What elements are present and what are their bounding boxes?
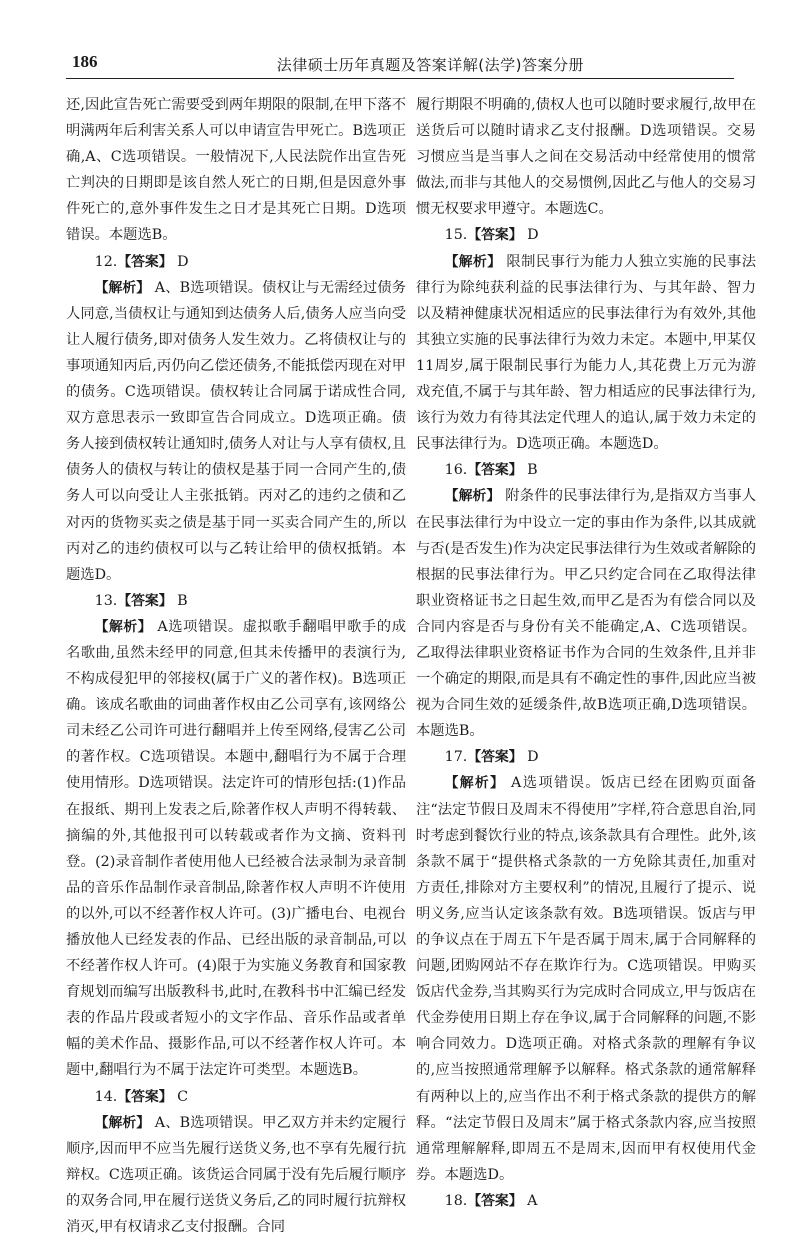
answer-17-line — [416, 744, 756, 770]
running-title: 法律硕士历年真题及答案详解(法学)答案分册 — [276, 56, 584, 74]
analysis-label: 【解析】 — [444, 488, 501, 505]
paragraph-continued: 还,因此宣告死亡需要受到两年期限的限制,在甲下落不明满两年后利害关系人可以申请宣告甲死亡。B选项正确,A、C选项错误。一般情况下,人民法院作出宣告死亡判决的日期即是该自然人死亡的日期,但是因意外事件死亡的,意外事件发生之日才是其死亡日期。D选项错误。本题选B。 — [66, 97, 406, 244]
answer-value: D — [522, 227, 539, 244]
answer-value: B — [522, 462, 538, 479]
answer-value: C — [172, 1088, 189, 1105]
question-number: 12. — [94, 253, 118, 270]
question-number: 13. — [94, 592, 118, 609]
analysis-text: A选项错误。虚拟歌手翻唱甲歌手的成名歌曲,虽然未经甲的同意,但其未传播甲的表演行为,不构成侵犯甲的邻接权(属于广义的著作权)。B选项正确。该成名歌曲的词曲著作权由乙公司享有,该网络公司未经乙公司许可进行翻唱并上传至网络,侵害乙公司的著作权。C选项错误。本题中,翻唱行为不属于合理使用情形。D选项错误。法定许可的情形包括:(1)作品在报纸、期刊上发表之后,除著作权人声明不得转载、摘编的外,其他报刊可以转载或者作为文摘、资料刊登。(2)录音制作者使用他人已经被合法录制为录音制品的音乐作品制作录音制品,除著作权人声明不许使用的以外,可以不经著作权人许可。(3)广播电台、电视台播放他人已经发表的作品、已经出版的录音制品,可以不经著作权人许可。(4)限于为实施义务教育和国家教育规划而编写出版教科书,此时,在教科书中汇编已经发表的作品片段或者短小的文字作品、音乐作品或者单幅的美术作品、摄影作品,可以不经著作权人许可。本题中,翻唱行为不属于法定许可类型。本题选B。 — [66, 618, 407, 1079]
analysis-text: 附条件的民事法律行为,是指双方当事人在民事法律行为中设立一定的事由作为条件,以其成就与否(是否发生)作为决定民事法律行为生效或者解除的根据的民事法律行为。甲乙只约定合同在乙取得法律职业资格证书之日起生效,而甲乙是否为有偿合同以及合同内容是否与身份有关不能确定,A、C选项错误。乙取得法律职业资格证书作为合同的生效条件,且并非一个确定的期限,而是具有不确定性的事件,因此应当被视为合同生效的延缓条件,故B选项正确,D选项错误。本题选B。 — [416, 488, 757, 740]
answer-15-line — [416, 222, 756, 248]
analysis-label: 【解析】 — [94, 618, 153, 635]
analysis-label: 【解析】 — [444, 775, 506, 792]
right-column — [416, 92, 756, 1214]
answer-12-line — [66, 249, 406, 275]
analysis-text: A、B选项错误。债权让与无需经过债务人同意,当债权让与通知到达债务人后,债务人应当向受让人履行债务,即对债务人发生效力。乙将债权让与的事项通知丙后,丙仍向乙偿还债务,不能抵偿丙现在对甲的债务。C选项错误。债权转让合同属于诺成性合同,双方意思表示一致即宣告合同成立。D选项正确。债务人接到债权转让通知时,债务人对让与人享有债权,且债务人的债权与转让的债权是基于同一合同产生的,债务人可以向受让人主张抵销。丙对乙的违约之债和乙对丙的货物买卖之债是基于同一买卖合同产生的,所以丙对乙的违约债权可以与乙转让给甲的债权抵销。本题选D。 — [66, 279, 407, 583]
answer-18-line — [416, 1188, 756, 1214]
analysis-17 — [416, 770, 756, 1188]
analysis-text: A选项错误。饭店已经在团购页面备注“法定节假日及周末不得使用”字样,符合意思自治,同时考虑到餐饮行业的特点,该条款具有合理性。此外,该条款不属于“提供格式条款的一方免除其责任,加重对方责任,排除对方主要权利”的情况,且履行了提示、说明义务,应当认定该条款有效。B选项错误。饭店与甲的争议点在于周五下午是否属于周末,属于合同解释的问题,团购网站不存在欺诈行为。C选项错误。甲购买饭店代金券,当其购买行为完成时合同成立,甲与饭店在代金券使用日期上存在争议,属于合同解释的问题,不影响合同效力。D选项正确。对格式条款的理解有争议的,应当按照通常理解予以解释。格式条款的通常解释有两种以上的,应当作出不利于格式条款的提供方的解释。“法定节假日及周末”属于格式条款内容,应当按照通常理解解释,即周五不是周末,因而甲有权使用代金券。本题选D。 — [416, 775, 757, 1183]
analysis-13 — [66, 614, 406, 1084]
page-number: 186 — [72, 52, 98, 71]
question-number: 14. — [94, 1088, 118, 1105]
answer-value: B — [172, 592, 188, 609]
answer-value: D — [522, 749, 539, 766]
analysis-12 — [66, 275, 406, 588]
answer-label: 【答案】 — [467, 227, 523, 244]
left-column — [66, 92, 406, 1240]
answer-label: 【答案】 — [117, 253, 173, 270]
answer-value: A — [522, 1192, 538, 1209]
analysis-label: 【解析】 — [94, 1114, 151, 1131]
paragraph-continued: 履行期限不明确的,债权人也可以随时要求履行,故甲在送货后可以随时请求乙支付报酬。D选项错误。交易习惯应当是当事人之间在交易活动中经常使用的惯常做法,而非与其他人的交易惯例,因此乙与他人的交易习惯无权要求甲遵守。本题选C。 — [416, 97, 756, 218]
question-number: 17. — [444, 749, 468, 766]
analysis-16 — [416, 483, 756, 744]
analysis-label: 【解析】 — [94, 279, 151, 296]
analysis-15 — [416, 249, 756, 458]
answer-14-line — [66, 1084, 406, 1110]
answer-label: 【答案】 — [467, 1192, 523, 1209]
analysis-text: 限制民事行为能力人独立实施的民事法律行为除纯获利益的民事法律行为、与其年龄、智力以及精神健康状况相适应的民事法律行为有效外,其他其独立实施的民事法律行为效力未定。本题中,甲某仅11周岁,属于限制民事行为能力人,其花费上万元为游戏充值,不属于与其年龄、智力相适应的民事法律行为,该行为效力有待其法定代理人的追认,属于效力未定的民事法律行为。D选项正确。本题选D。 — [416, 253, 757, 453]
answer-label: 【答案】 — [117, 1088, 173, 1105]
answer-value: D — [172, 253, 189, 270]
answer-label: 【答案】 — [117, 592, 173, 609]
analysis-text: A、B选项错误。甲乙双方并未约定履行顺序,因而甲不应当先履行送货义务,也不享有先履行抗辩权。C选项正确。该货运合同属于没有先后履行顺序的双务合同,甲在履行送货义务后,乙的同时履行抗辩权消灭,甲有权请求乙支付报酬。合同 — [66, 1114, 407, 1236]
answer-13-line — [66, 588, 406, 614]
question-number: 18. — [444, 1192, 468, 1209]
question-number: 16. — [444, 462, 468, 479]
answer-label: 【答案】 — [467, 749, 523, 766]
analysis-label: 【解析】 — [444, 253, 502, 270]
answer-label: 【答案】 — [467, 462, 523, 479]
page-header — [66, 44, 734, 79]
question-number: 15. — [444, 227, 468, 244]
answer-16-line — [416, 457, 756, 483]
analysis-14 — [66, 1110, 406, 1240]
